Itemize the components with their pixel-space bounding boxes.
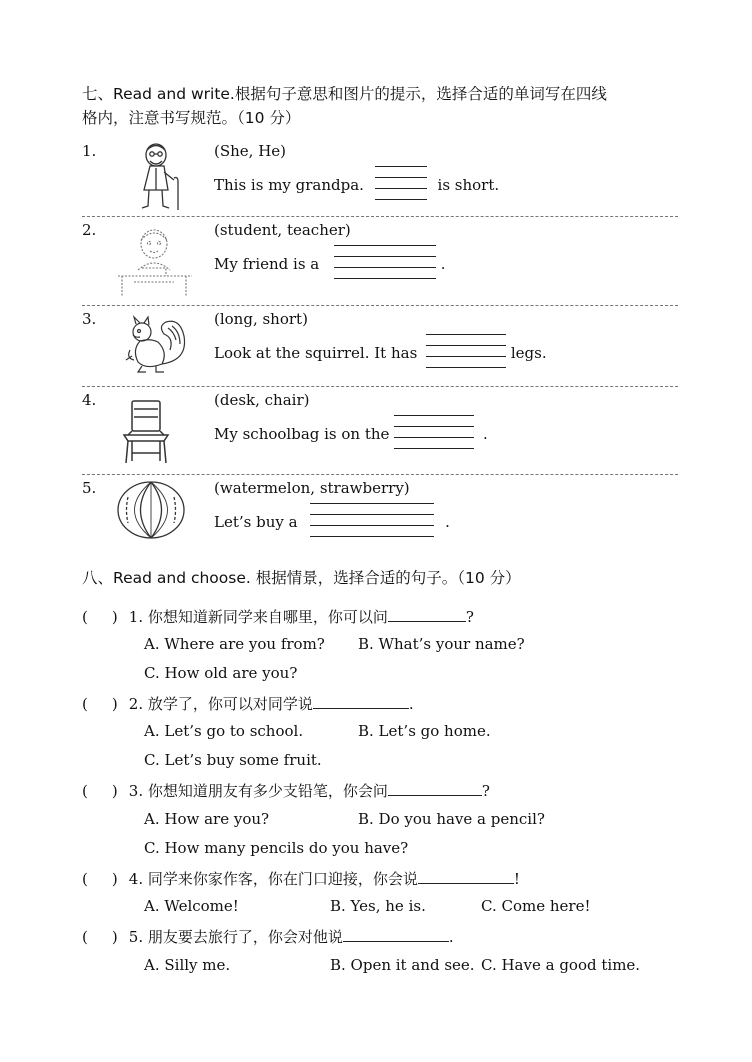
- write-item-3: [82, 310, 678, 387]
- question-text: 5. 朋友要去旅行了，你会对他说: [128, 928, 343, 946]
- four-line-blank[interactable]: [375, 176, 427, 196]
- chair-picture: [120, 399, 172, 465]
- sentence: [214, 425, 488, 445]
- word-hint: (She, He): [214, 142, 287, 160]
- sentence-start: This is my grandpa.: [214, 176, 364, 194]
- option-b: B. What’s your name?: [358, 635, 525, 653]
- four-line-blank[interactable]: [310, 513, 434, 533]
- word-hint: (watermelon, strawberry): [214, 479, 410, 497]
- sentence-start: Look at the squirrel. It has: [214, 344, 418, 362]
- item-number: 4.: [82, 391, 97, 409]
- sentence-start: Let’s buy a: [214, 513, 298, 531]
- question-text: 3. 你想知道朋友有多少支铅笔，你会问: [128, 782, 388, 800]
- choice-question-4: [82, 868, 520, 889]
- four-line-blank[interactable]: [394, 425, 474, 445]
- sentence-end: .: [440, 255, 446, 273]
- sentence: [214, 176, 499, 196]
- option-b: B. Do you have a pencil?: [358, 810, 545, 828]
- write-item-2: [82, 221, 678, 306]
- child-at-desk-picture: [112, 224, 198, 298]
- answer-bracket[interactable]: ( ): [82, 608, 118, 626]
- four-line-blank[interactable]: [426, 344, 506, 364]
- option-b: B. Open it and see.: [330, 956, 475, 974]
- watermelon-picture: [116, 479, 186, 541]
- question-text: 1. 你想知道新同学来自哪里，你可以问: [128, 608, 388, 626]
- sentence: [214, 513, 450, 533]
- option-c: C. Come here!: [481, 897, 591, 915]
- sentence-end: .: [445, 513, 450, 531]
- answer-underline: [418, 869, 514, 884]
- squirrel-picture: [122, 314, 190, 376]
- write-item-5: [82, 479, 678, 545]
- item-number: 1.: [82, 142, 97, 160]
- item-number: 2.: [82, 221, 97, 239]
- choice-question-1: [82, 606, 474, 627]
- word-hint: (long, short): [214, 310, 308, 328]
- sentence-end: is short.: [437, 176, 500, 194]
- answer-underline: [313, 694, 409, 709]
- grandpa-with-cane-picture: [134, 142, 192, 212]
- option-c: C. Have a good time.: [481, 956, 641, 974]
- question-end: .: [408, 695, 414, 713]
- answer-bracket[interactable]: ( ): [82, 695, 118, 713]
- answer-bracket[interactable]: ( ): [82, 782, 118, 800]
- option-a: A. Where are you from?: [144, 635, 325, 653]
- question-text: 4. 同学来你家作客，你在门口迎接，你会说: [128, 870, 418, 888]
- section7-title-line1: 七、Read and write.根据句子意思和图片的提示，选择合适的单词写在四线: [82, 85, 607, 103]
- choice-question-2: [82, 693, 414, 714]
- section7-title: [82, 82, 682, 130]
- option-c: C. How old are you?: [144, 664, 298, 682]
- answer-bracket[interactable]: ( ): [82, 928, 118, 946]
- question-end: ?: [481, 782, 490, 800]
- section7-title-line2: 格内，注意书写规范。（10 分）: [82, 109, 301, 127]
- question-end: .: [448, 928, 454, 946]
- sentence: [214, 255, 446, 275]
- option-c: C. Let’s buy some fruit.: [144, 751, 322, 769]
- option-b: B. Let’s go home.: [358, 722, 491, 740]
- write-item-4: [82, 391, 678, 475]
- sentence-start: My schoolbag is on the: [214, 425, 390, 443]
- option-a: A. Silly me.: [144, 956, 231, 974]
- answer-underline: [388, 607, 466, 622]
- item-number: 3.: [82, 310, 97, 328]
- question-end: !: [513, 870, 520, 888]
- answer-underline: [388, 781, 482, 796]
- choice-question-5: [82, 926, 454, 947]
- sentence: [214, 344, 547, 364]
- four-line-blank[interactable]: [334, 255, 436, 275]
- choice-question-3: [82, 780, 490, 801]
- sentence-end: legs.: [510, 344, 547, 362]
- item-number: 5.: [82, 479, 97, 497]
- answer-underline: [343, 927, 449, 942]
- write-item-1: [82, 142, 678, 217]
- sentence-end: .: [483, 425, 488, 443]
- option-c: C. How many pencils do you have?: [144, 839, 409, 857]
- option-a: A. Welcome!: [144, 897, 239, 915]
- word-hint: (desk, chair): [214, 391, 310, 409]
- option-b: B. Yes, he is.: [330, 897, 426, 915]
- word-hint: (student, teacher): [214, 221, 351, 239]
- question-end: ?: [465, 608, 474, 626]
- answer-bracket[interactable]: ( ): [82, 870, 118, 888]
- sentence-start: My friend is a: [214, 255, 320, 273]
- question-text: 2. 放学了，你可以对同学说: [128, 695, 313, 713]
- option-a: A. How are you?: [144, 810, 270, 828]
- section8-title: 八、Read and choose. 根据情景，选择合适的句子。（10 分）: [82, 569, 521, 587]
- option-a: A. Let’s go to school.: [144, 722, 304, 740]
